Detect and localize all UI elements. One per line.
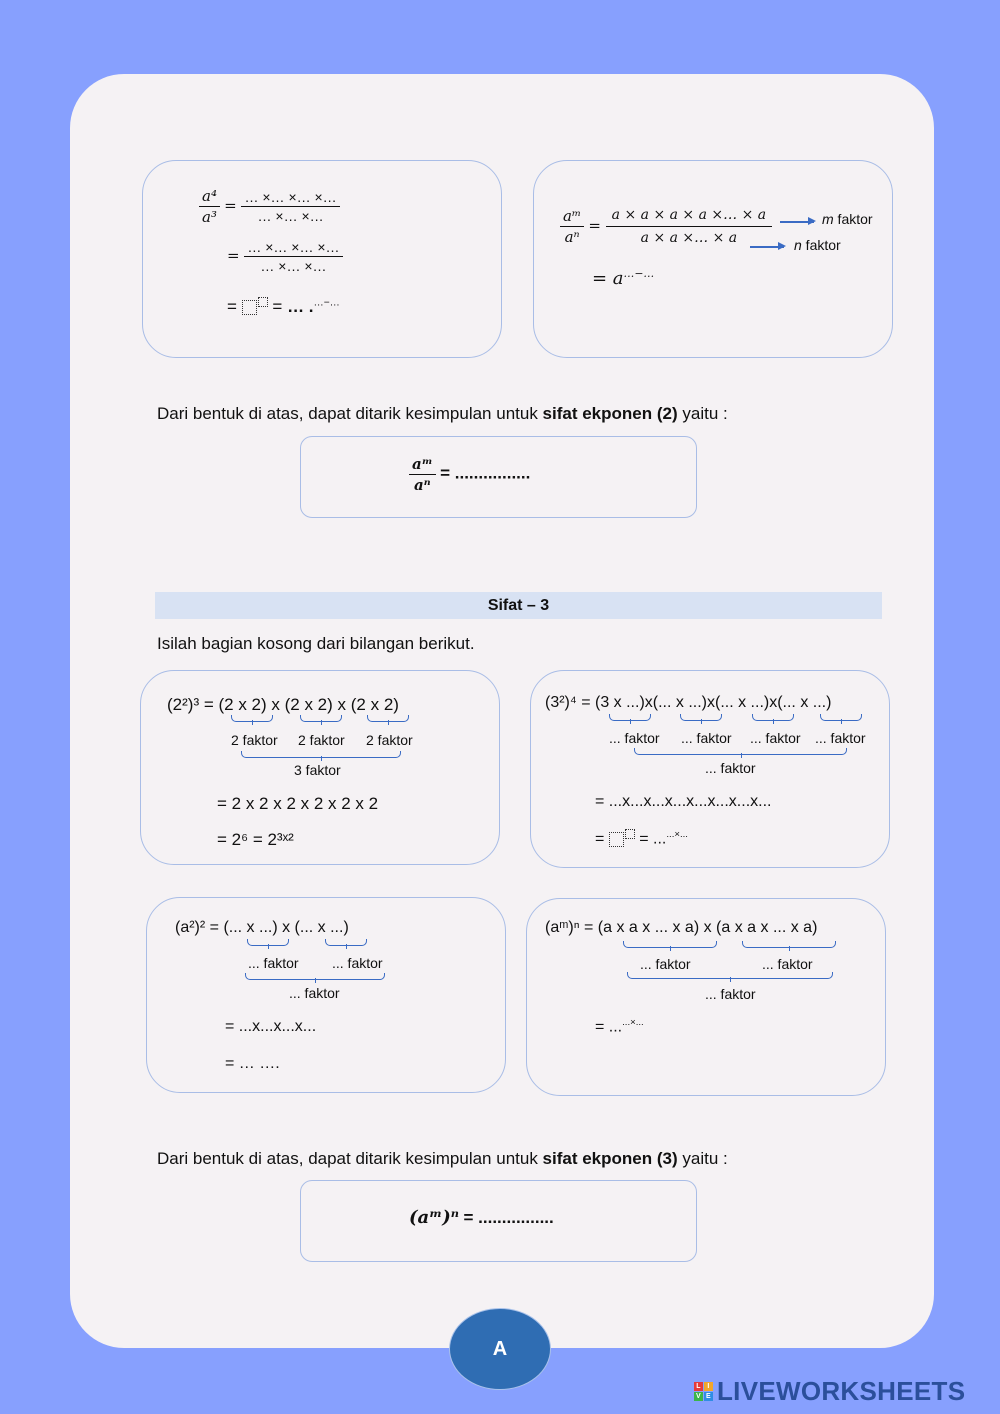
blank-field[interactable]: … ×… ×… ×…	[244, 239, 342, 257]
brace-icon	[609, 714, 651, 721]
brace-icon	[231, 715, 273, 722]
instruction-text: Isilah bagian kosong dari bilangan berikut.	[157, 634, 475, 653]
brace-icon	[241, 751, 401, 758]
power-exercise-box-1	[530, 670, 890, 868]
expansion-line[interactable]: (a²)² = (... x ...) x (... x ...)	[175, 919, 349, 936]
liveworksheets-logo	[694, 1376, 965, 1407]
factor-label[interactable]: ... faktor	[750, 730, 801, 746]
power-example-box	[140, 670, 500, 865]
product-line[interactable]: = ...x...x...x...	[225, 1018, 317, 1035]
blank-exponent[interactable]: …−…	[313, 297, 340, 309]
answer-formula-2: $\frac{\text{aᵐ}}{\text{aⁿ}}$ = ................	[409, 455, 530, 494]
factor-label[interactable]: ... faktor	[248, 955, 299, 971]
blank-box[interactable]	[609, 832, 624, 847]
fraction-rhs-1	[241, 189, 339, 224]
brace-icon	[742, 941, 836, 948]
brace-icon	[367, 715, 409, 722]
fraction-factors: $\frac{a \times a \times a \times a \times\dots \times a}{a \times a \times\dots \times a}$	[606, 207, 772, 246]
total-factor-label[interactable]: ... faktor	[289, 985, 340, 1001]
expansion-line: (aᵐ)ⁿ = (a x a x ... x a) x (a x a x ... x a)	[545, 919, 818, 936]
answer-box-2	[300, 436, 697, 518]
product-line[interactable]: = ...x...x...x...x...x...x...x...	[595, 793, 772, 810]
factor-label[interactable]: ... faktor	[640, 956, 691, 972]
factor-label[interactable]: ... faktor	[332, 955, 383, 971]
fraction-am-an: $\frac{\text{aᵐ}}{\text{aⁿ}}$	[560, 207, 584, 246]
answer-formula-3: (aᵐ)ⁿ = ................	[409, 1207, 554, 1228]
brace-icon	[820, 714, 862, 721]
blank-box-exponent[interactable]	[258, 297, 268, 307]
factor-label: 2 faktor	[298, 732, 345, 748]
brace-icon	[245, 973, 385, 980]
fraction-rhs-2	[244, 239, 342, 274]
brace-icon	[300, 715, 342, 722]
blank-field[interactable]: … ×… ×…	[260, 258, 327, 274]
blank-exponent[interactable]: …−…	[623, 267, 655, 280]
blank-field[interactable]: … ×… ×… ×…	[241, 189, 339, 207]
power-exercise-box-2	[146, 897, 506, 1093]
brace-icon	[680, 714, 722, 721]
factor-label[interactable]: ... faktor	[762, 956, 813, 972]
quotient-example-box: $\frac{\text{a⁴}}{\text{a³}}$ = $\frac{\dots \times\dots \times\dots \times\dots}{\dots \times\dots \times\dots}$ = $\frac{\dots \times\dots \times\dots \times\dots}{\dots \times\dots \times\dots}$ = = … .…−…	[142, 160, 502, 358]
result-line: = 2⁶ = 2³ˣ²	[217, 830, 294, 849]
product-line: = 2 x 2 x 2 x 2 x 2 x 2	[217, 794, 379, 813]
total-factor-label: 3 faktor	[294, 762, 341, 778]
arrow-icon	[750, 246, 784, 248]
answer-box-3	[300, 1180, 697, 1262]
power-general-box	[526, 898, 886, 1096]
blank-exponent[interactable]: ...×...	[622, 1017, 644, 1028]
logo-mark-icon: L I V E	[694, 1382, 713, 1401]
result-line: = ......×...	[595, 1017, 644, 1036]
blank-box[interactable]	[242, 300, 257, 315]
factor-label: 2 faktor	[231, 732, 278, 748]
arrow-icon	[780, 221, 814, 223]
page-letter-badge: A	[449, 1308, 551, 1390]
factor-label[interactable]: ... faktor	[681, 730, 732, 746]
brace-icon	[752, 714, 794, 721]
answer-input[interactable]: = ................	[440, 463, 531, 483]
answer-input[interactable]: = ................	[463, 1208, 554, 1227]
conclusion-text-3: Dari bentuk di atas, dapat ditarik kesimpulan untuk sifat ekponen (3) yaitu :	[157, 1149, 728, 1168]
brace-icon	[325, 939, 367, 946]
brace-icon	[627, 972, 833, 979]
expansion-line[interactable]: (3²)⁴ = (3 x ...)x(... x ...)x(... x ...)x(... x ...)	[545, 694, 832, 711]
brace-icon	[623, 941, 717, 948]
result-line[interactable]: = … ….	[225, 1055, 280, 1072]
total-factor-label[interactable]: ... faktor	[705, 986, 756, 1002]
section-title: Sifat – 3	[155, 592, 882, 619]
general-quotient-box: $\frac{\text{aᵐ}}{\text{aⁿ}}$ = $\frac{a \times a \times a \times a \times\dots \times a}{a \times a \times\dots \times a}$ m faktor n faktor = a…−…	[533, 160, 893, 358]
factor-label[interactable]: ... faktor	[815, 730, 866, 746]
conclusion-text-2: Dari bentuk di atas, dapat ditarik kesimpulan untuk sifat ekponen (2) yaitu :	[157, 404, 728, 423]
blank-exponent[interactable]: ...×...	[666, 829, 688, 840]
brace-icon	[634, 748, 847, 755]
result-line: = = … .…−…	[227, 297, 340, 316]
factor-label[interactable]: ... faktor	[609, 730, 660, 746]
blank-field[interactable]: … ×… ×…	[257, 208, 324, 224]
blank-field[interactable]: = ...	[634, 830, 667, 848]
brand-name: LIVEWORKSHEETS	[717, 1376, 966, 1406]
total-factor-label[interactable]: ... faktor	[705, 760, 756, 776]
result-line: = = ......×...	[595, 829, 688, 848]
blank-box-exponent[interactable]	[625, 829, 635, 839]
n-factor-label: n faktor	[794, 237, 841, 253]
factor-label: 2 faktor	[366, 732, 413, 748]
fraction-lhs: $\frac{\text{a⁴}}{\text{a³}}$	[199, 187, 220, 226]
brace-icon	[247, 939, 289, 946]
result-line: = a…−…	[592, 267, 655, 289]
m-factor-label: m faktor	[822, 211, 873, 227]
expansion-line: (2²)³ = (2 x 2) x (2 x 2) x (2 x 2)	[167, 695, 399, 714]
blank-field[interactable]: … .	[287, 297, 314, 316]
